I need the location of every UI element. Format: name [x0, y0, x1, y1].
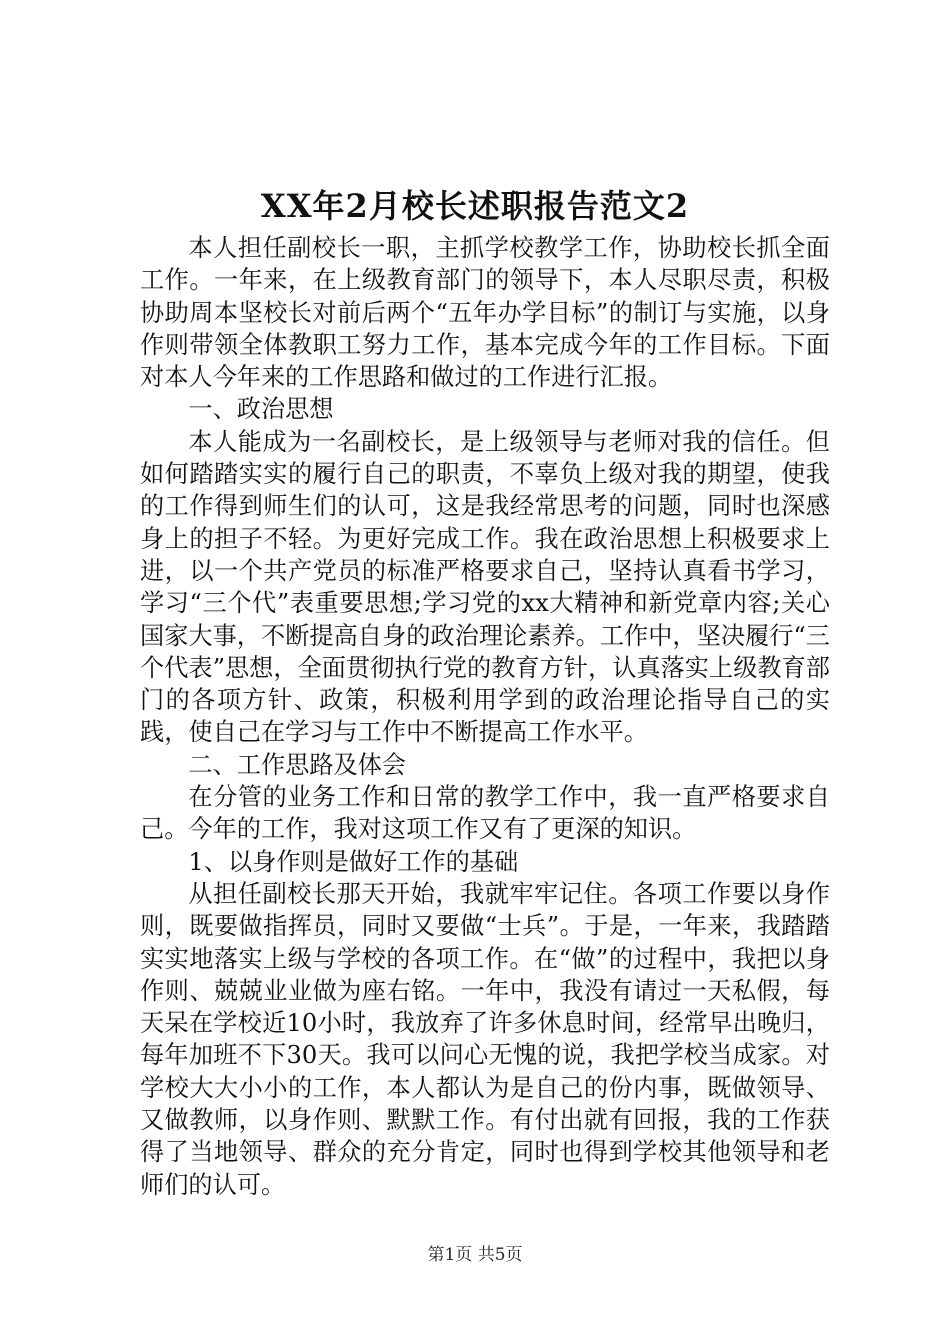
paragraph-work-ideas: 在分管的业务工作和日常的教学工作中，我一直严格要求自己。今年的工作，我对这项工作又有了更深的知识。: [140, 783, 830, 844]
paragraph-lead-by-example: 从担任副校长那天开始，我就牢牢记住。各项工作要以身作则，既要做指挥员，同时又要做“士兵”。于是，一年来，我踏踏实实地落实上级与学校的各项工作。在“做”的过程中，我把以身作则、兢兢业业做为座右铭。一年中，我没有请过一天私假，每天呆在学校近10小时，我放弃了许多休息时间，经常早出晚归，每年加班不下30天。我可以问心无愧的说，我把学校当成家。对学校大大小小的工作，本人都认为是自己的份内事，既做领导、又做教师，以身作则、默默工作。有付出就有回报，我的工作获得了当地领导、群众的充分肯定，同时也得到学校其他领导和老师们的认可。: [140, 879, 830, 1199]
heading-work-ideas: 二、工作思路及体会: [188, 750, 407, 779]
subheading-lead-by-example: 1、以身作则是做好工作的基础: [188, 847, 519, 876]
paragraph-intro: 本人担任副校长一职，主抓学校教学工作，协助校长抓全面工作。一年来，在上级教育部门的领导下，本人尽职尽责，积极协助周本坚校长对前后两个“五年办学目标”的制订与实施，以身作则带领全体教职工努力工作，基本完成今年的工作目标。下面对本人今年来的工作思路和做过的工作进行汇报。: [140, 234, 830, 392]
document-body: [140, 232, 830, 1201]
heading-political-thought: 一、政治思想: [188, 395, 334, 424]
document-title: XX年2月校长述职报告范文2: [260, 187, 690, 225]
page-number-footer: 第1页 共5页: [427, 1245, 523, 1265]
paragraph-political-thought: 本人能成为一名副校长，是上级领导与老师对我的信任。但如何踏踏实实的履行自己的职责，不辜负上级对我的期望，使我的工作得到师生们的认可，这是我经常思考的问题，同时也深感身上的担子不轻。为更好完成工作。我在政治思想上积极要求上进，以一个共产党员的标准严格要求自己，坚持认真看书学习，学习“三个代”表重要思想;学习党的xx大精神和新党章内容;关心国家大事，不断提高自身的政治理论素养。工作中，坚决履行“三个代表”思想，全面贯彻执行党的教育方针，认真落实上级教育部门的各项方针、政策，积极利用学到的政治理论指导自己的实践，使自己在学习与工作中不断提高工作水平。: [140, 427, 830, 747]
